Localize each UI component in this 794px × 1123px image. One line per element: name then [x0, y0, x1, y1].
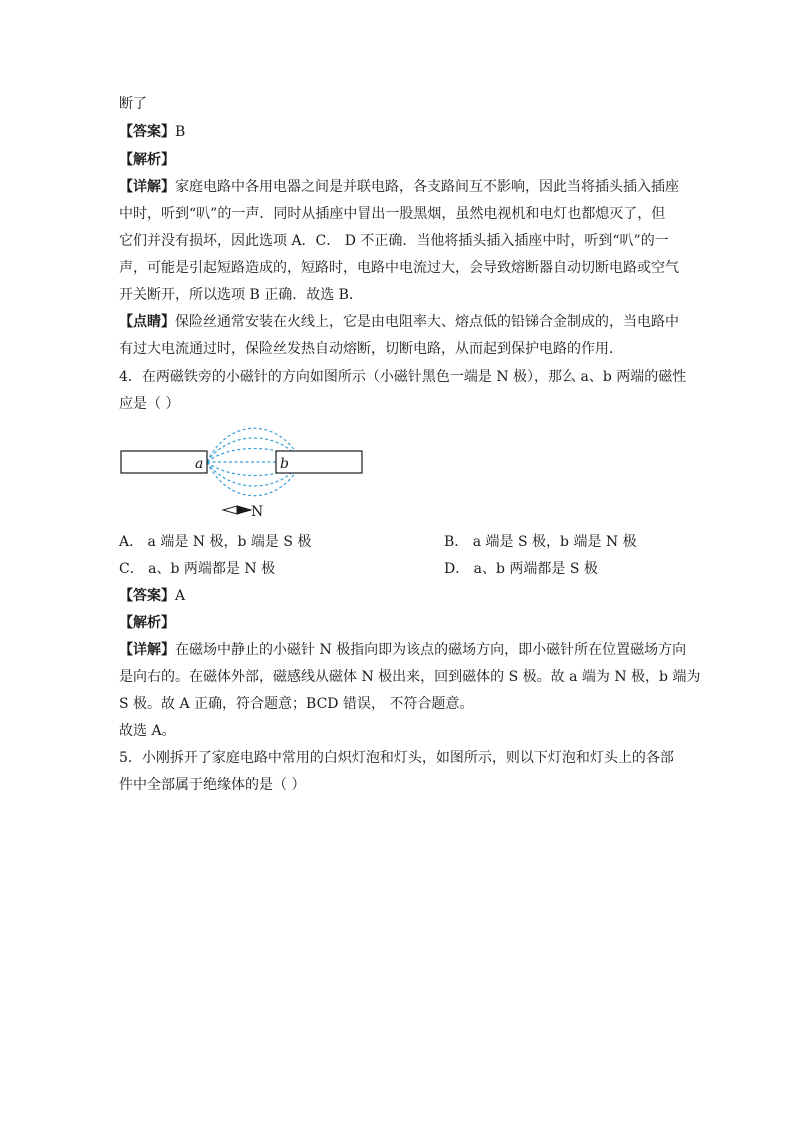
answer-tag: 【答案】 [119, 588, 175, 604]
q3-note-line: 有过大电流通过时，保险丝发热自动熔断，切断电路，从而起到保护电路的作用． [119, 341, 623, 357]
option-a[interactable]: A． a 端是 N 极，b 端是 S 极 [119, 534, 312, 550]
option-c[interactable]: C． a、b 两端都是 N 极 [119, 561, 276, 577]
answer-value: B [175, 124, 186, 140]
detail-text: 在磁场中静止的小磁针 N 极指向即为该点的磁场方向，即小磁针所在位置磁场方向 [175, 642, 687, 658]
detail-text: 家庭电路中各用电器之间是并联电路，各支路间互不影响，因此当将插头插入插座 [175, 179, 679, 195]
label-a: a [195, 456, 204, 472]
q3-detail-line: 声，可能是引起短路造成的，短路时，电路中电流过大，会导致熔断器自动切断电路或空气 [119, 260, 679, 276]
q4-stem-line: 4．在两磁铁旁的小磁针的方向如图所示（小磁针黑色一端是 N 极），那么 a、b 两端的磁性 [119, 369, 687, 385]
q4-detail-line: 是向右的。在磁体外部，磁感线从磁体 N 极出来，回到磁体的 S 极。故 a 端为 N 极，b 端为 [119, 669, 701, 685]
q4-answer [119, 587, 185, 605]
q3-note-line [119, 313, 679, 331]
label-b: b [280, 456, 289, 472]
q3-analysis-tag [119, 151, 175, 169]
needle-s-end [223, 506, 237, 514]
detail-tag: 【详解】 [119, 179, 175, 195]
q3-detail-line: 开关断开，所以选项 B 正确．故选 B． [119, 287, 363, 303]
q5-stem-line: 件中全部属于绝缘体的是（ ） [119, 777, 306, 793]
detail-tag: 【详解】 [119, 642, 175, 658]
label-n: N [251, 504, 264, 520]
q4-stem-line: 应是（ ） [119, 396, 180, 412]
q4-analysis-tag [119, 614, 175, 632]
q4-conclusion: 故选 A。 [119, 723, 176, 739]
q3-detail-line: 它们并没有损坏，因此选项 A．C． D 不正确．当他将插头插入插座中时，听到“叭”的一 [119, 233, 669, 249]
q3-detail-line: 中时，听到“叭”的一声．同时从插座中冒出一股黑烟，虽然电视机和电灯也都熄灭了，但 [119, 206, 666, 222]
note-text: 保险丝通常安装在火线上，它是由电阻率大、熔点低的铅锑合金制成的，当电路中 [175, 314, 679, 330]
answer-tag: 【答案】 [119, 124, 175, 140]
q3-answer [119, 123, 185, 141]
q4-detail-line: S 极。故 A 正确，符合题意；BCD 错误， 不符合题意。 [119, 696, 474, 712]
q3-continuation: 断了 [119, 96, 147, 112]
q3-detail-line [119, 178, 679, 196]
note-tag: 【点睛】 [119, 314, 175, 330]
option-b[interactable]: B． a 端是 S 极，b 端是 N 极 [444, 534, 637, 550]
q5-stem-line: 5．小刚拆开了家庭电路中常用的白炽灯泡和灯头，如图所示，则以下灯泡和灯头上的各部 [119, 750, 674, 766]
analysis-tag: 【解析】 [119, 152, 175, 168]
option-d[interactable]: D． a、b 两端都是 S 极 [444, 561, 598, 577]
compass-needle [223, 506, 251, 514]
magnet-figure [119, 420, 369, 525]
analysis-tag: 【解析】 [119, 615, 175, 631]
needle-n-end [237, 506, 251, 514]
answer-value: A [175, 588, 186, 604]
q4-detail-line [119, 641, 686, 659]
